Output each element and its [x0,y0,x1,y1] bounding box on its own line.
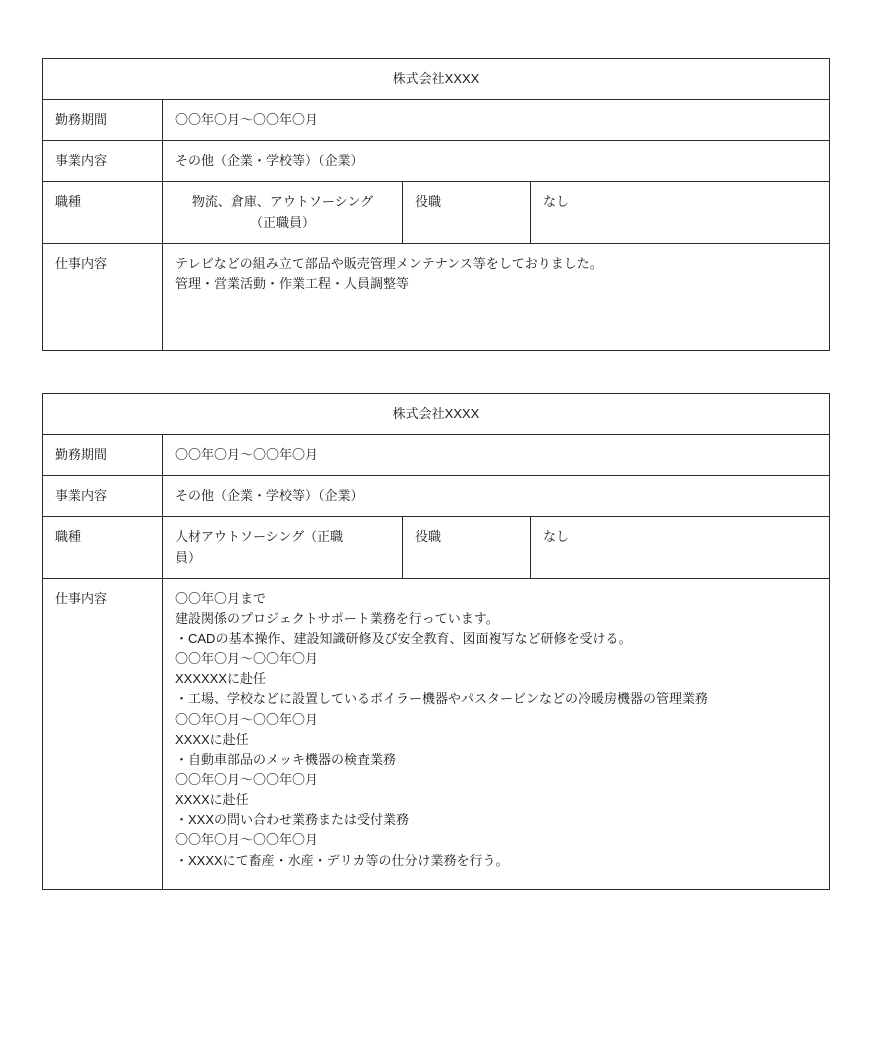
business-value: その他（企業・学校等）（企業） [163,141,830,182]
description-line: ・自動車部品のメッキ機器の検査業務 [175,751,397,767]
description-line: XXXXに赴任 [175,731,249,747]
description-line: ・CADの基本操作、建設知識研修及び安全教育、図面複写など研修を受ける。 [175,630,632,646]
business-row [43,141,830,182]
company-name: 株式会社XXXX [43,59,830,100]
period-label: 勤務期間 [43,435,163,476]
description-line: XXXXに赴任 [175,792,249,808]
description-line: 〇〇年〇月〜〇〇年〇月 [175,651,319,667]
jobtype-value-line-1: 人材アウトソーシング（正職 [175,529,344,545]
description-line: 〇〇年〇月まで [175,590,267,606]
role-label: 役職 [403,517,531,578]
description-line: ・工場、学校などに設置しているボイラー機器やパスタービンなどの冷暖房機器の管理業務 [175,691,709,707]
description-label: 仕事内容 [43,578,163,889]
company-row [43,59,830,100]
description-line: 管理・営業活動・作業工程・人員調整等 [175,275,410,291]
jobtype-value [163,182,403,243]
role-label: 役職 [403,182,531,243]
description-line: ・XXXXにて畜産・水産・デリカ等の仕分け業務を行う。 [175,852,509,868]
job-history-table-1 [42,58,830,351]
jobtype-value-line-2: 員） [175,549,202,565]
role-value: なし [531,517,830,578]
business-value: その他（企業・学校等）（企業） [163,476,830,517]
description-value [163,578,830,889]
period-value: 〇〇年〇月〜〇〇年〇月 [163,435,830,476]
job-history-table-2 [42,393,830,890]
jobtype-value [163,517,403,578]
jobtype-value-line-2: （正職員） [249,214,315,230]
description-line: XXXXXXに赴任 [175,671,267,687]
period-label: 勤務期間 [43,100,163,141]
jobtype-label: 職種 [43,517,163,578]
description-label: 仕事内容 [43,243,163,350]
role-value: なし [531,182,830,243]
jobtype-row [43,517,830,578]
description-row [43,243,830,350]
jobtype-row [43,182,830,243]
cell-spacer [175,294,817,340]
description-line: 〇〇年〇月〜〇〇年〇月 [175,832,319,848]
description-line: 〇〇年〇月〜〇〇年〇月 [175,711,319,727]
description-line: ・XXXの問い合わせ業務または受付業務 [175,812,410,828]
description-line: テレビなどの組み立て部品や販売管理メンテナンス等をしておりました。 [175,255,603,271]
company-row [43,393,830,434]
period-row [43,435,830,476]
business-label: 事業内容 [43,141,163,182]
business-row [43,476,830,517]
description-row [43,578,830,889]
jobtype-label: 職種 [43,182,163,243]
description-value [163,243,830,350]
company-name: 株式会社XXXX [43,393,830,434]
period-row [43,100,830,141]
jobtype-value-line-1: 物流、倉庫、アウトソーシング [191,194,374,210]
description-line: 建設関係のプロジェクトサポート業務を行っています。 [175,610,499,626]
business-label: 事業内容 [43,476,163,517]
description-line: 〇〇年〇月〜〇〇年〇月 [175,771,319,787]
cell-spacer [175,871,817,879]
period-value: 〇〇年〇月〜〇〇年〇月 [163,100,830,141]
